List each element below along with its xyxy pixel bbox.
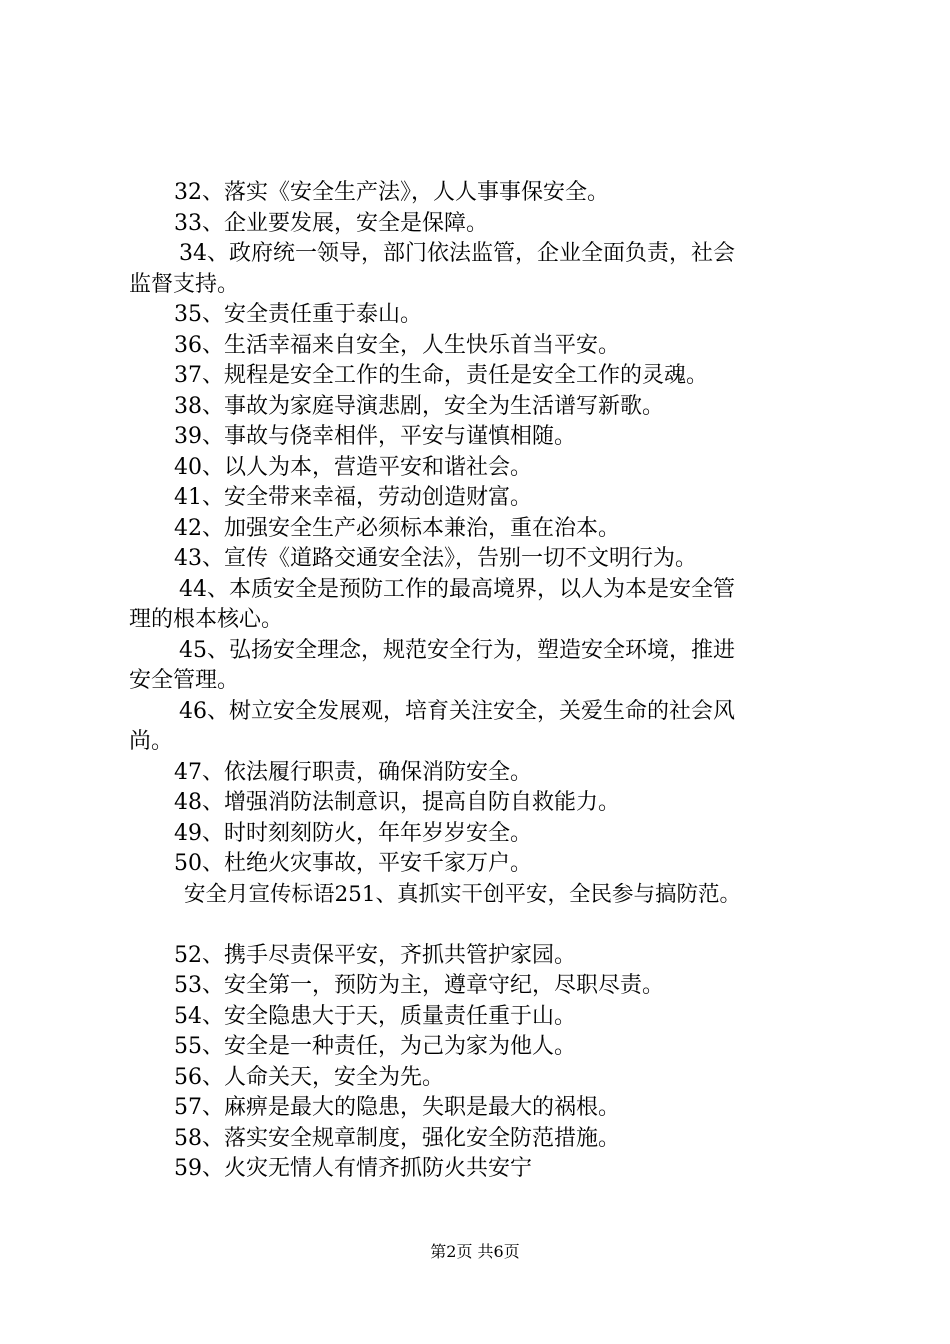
list-item: 47、依法履行职责，确保消防安全。 [174, 759, 532, 785]
list-item: 34、政府统一领导，部门依法监管，企业全面负责，社会 [179, 241, 735, 266]
list-item: 40、以人为本，营造平安和谐社会。 [174, 454, 532, 480]
list-item-continuation: 理的根本核心。 [129, 607, 284, 632]
list-item-heading: 安全月宣传标语251、真抓实干创平安，全民参与搞防范。 [184, 881, 742, 907]
spacer [129, 910, 839, 941]
list-item: 39、事故与侥幸相伴，平安与谨慎相随。 [174, 424, 576, 449]
list-item: 53、安全第一，预防为主，遵章守纪，尽职尽责。 [174, 973, 664, 998]
list-item: 32、落实《安全生产法》，人人事事保安全。 [174, 180, 609, 205]
list-item: 49、时时刻刻防火，年年岁岁安全。 [174, 820, 532, 846]
list-item: 54、安全隐患大于天，质量责任重于山。 [174, 1003, 576, 1029]
list-item: 38、事故为家庭导演悲剧，安全为生活谱写新歌。 [174, 393, 664, 419]
page-footer: 第2页 共6页 [430, 1242, 520, 1261]
slogan-list [129, 178, 839, 1185]
list-item: 55、安全是一种责任，为己为家为他人。 [174, 1034, 576, 1059]
list-item: 59、火灾无情人有情齐抓防火共安宁 [174, 1156, 532, 1181]
list-item: 35、安全责任重于泰山。 [174, 302, 422, 327]
list-item: 48、增强消防法制意识，提高自防自救能力。 [174, 790, 620, 815]
list-item: 33、企业要发展，安全是保障。 [174, 210, 488, 236]
list-item: 52、携手尽责保平安，齐抓共管护家园。 [174, 942, 576, 968]
list-item-continuation: 监督支持。 [129, 271, 240, 297]
list-item: 36、生活幸福来自安全，人生快乐首当平安。 [174, 332, 620, 358]
list-item: 37、规程是安全工作的生命，责任是安全工作的灵魂。 [174, 363, 708, 388]
list-item: 50、杜绝火灾事故，平安千家万户。 [174, 851, 532, 876]
list-item: 57、麻痹是最大的隐患，失职是最大的祸根。 [174, 1095, 620, 1120]
list-item: 58、落实安全规章制度，强化安全防范措施。 [174, 1125, 620, 1151]
list-item-continuation: 安全管理。 [129, 668, 240, 693]
list-item: 41、安全带来幸福，劳动创造财富。 [174, 485, 532, 510]
list-item-continuation: 尚。 [129, 729, 174, 754]
list-item: 56、人命关天，安全为先。 [174, 1064, 444, 1090]
list-item: 45、弘扬安全理念，规范安全行为，塑造安全环境，推进 [179, 637, 735, 663]
list-item: 44、本质安全是预防工作的最高境界，以人为本是安全管 [179, 576, 735, 602]
list-item: 46、树立安全发展观，培育关注安全，关爱生命的社会风 [179, 698, 735, 724]
list-item: 43、宣传《道路交通安全法》，告别一切不文明行为。 [174, 546, 697, 571]
list-item: 42、加强安全生产必须标本兼治，重在治本。 [174, 515, 620, 541]
